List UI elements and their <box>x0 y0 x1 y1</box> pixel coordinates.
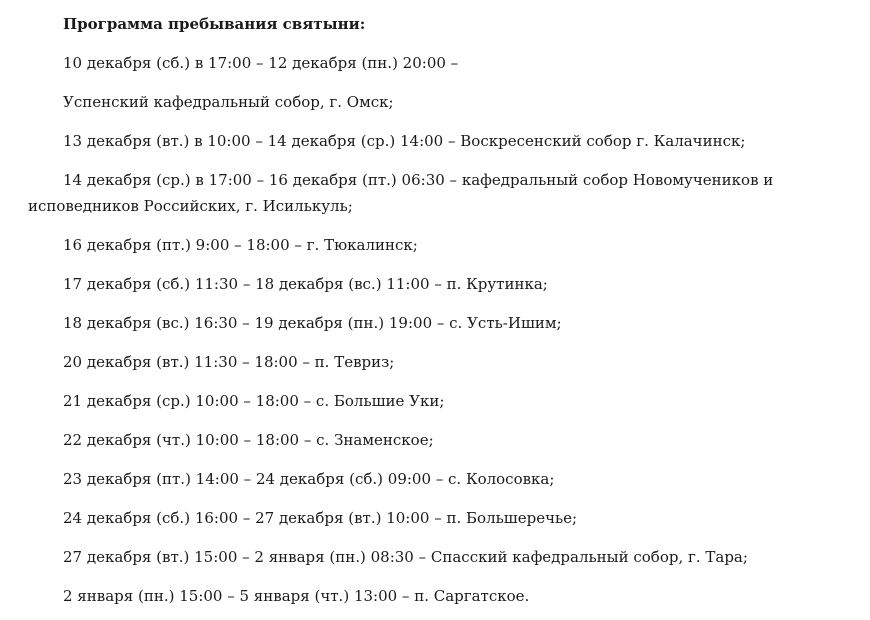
schedule-item: 14 декабря (ср.) в 17:00 – 16 декабря (пт.) 06:30 – кафедральный собор Новомучеников и исповедников Российских, г. Исилькуль; <box>28 171 774 215</box>
schedule-item: 13 декабря (вт.) в 10:00 – 14 декабря (ср.) 14:00 – Воскресенский собор г. Калачинск; <box>63 132 746 150</box>
program-heading: Программа пребывания святыни: <box>63 15 366 33</box>
spacer <box>28 414 868 427</box>
schedule-item: 27 декабря (вт.) 15:00 – 2 января (пн.) 08:30 – Спасский кафедральный собор, г. Тара; <box>63 548 748 566</box>
schedule-item: 10 декабря (сб.) в 17:00 – 12 декабря (пн.) 20:00 – <box>63 54 459 72</box>
spacer <box>28 38 868 50</box>
schedule-item: 24 декабря (сб.) 16:00 – 27 декабря (вт.) 10:00 – п. Большеречье; <box>63 509 578 527</box>
schedule-item: Успенский кафедральный собор, г. Омск; <box>63 93 394 111</box>
spacer <box>28 297 868 310</box>
spacer <box>28 336 868 349</box>
spacer <box>28 492 868 505</box>
schedule-item: 21 декабря (ср.) 10:00 – 18:00 – с. Большие Уки; <box>63 392 445 410</box>
spacer <box>28 375 868 388</box>
schedule-item: 16 декабря (пт.) 9:00 – 18:00 – г. Тюкалинск; <box>63 236 418 254</box>
spacer <box>28 76 868 89</box>
spacer <box>28 531 868 544</box>
spacer <box>28 570 868 583</box>
schedule-item: 18 декабря (вс.) 16:30 – 19 декабря (пн.) 19:00 – с. Усть-Ишим; <box>63 314 562 332</box>
spacer <box>28 258 868 271</box>
spacer <box>28 154 868 167</box>
schedule-item: 2 января (пн.) 15:00 – 5 января (чт.) 13:00 – п. Саргатское. <box>63 587 530 605</box>
spacer <box>28 219 868 232</box>
schedule-item: 20 декабря (вт.) 11:30 – 18:00 – п. Тевриз; <box>63 353 395 371</box>
schedule-item: 22 декабря (чт.) 10:00 – 18:00 – с. Знаменское; <box>63 431 434 449</box>
spacer <box>28 453 868 466</box>
spacer <box>28 115 868 128</box>
document-body <box>28 10 868 609</box>
schedule-item: 23 декабря (пт.) 14:00 – 24 декабря (сб.) 09:00 – с. Колосовка; <box>63 470 555 488</box>
schedule-item: 17 декабря (сб.) 11:30 – 18 декабря (вс.) 11:00 – п. Крутинка; <box>63 275 548 293</box>
